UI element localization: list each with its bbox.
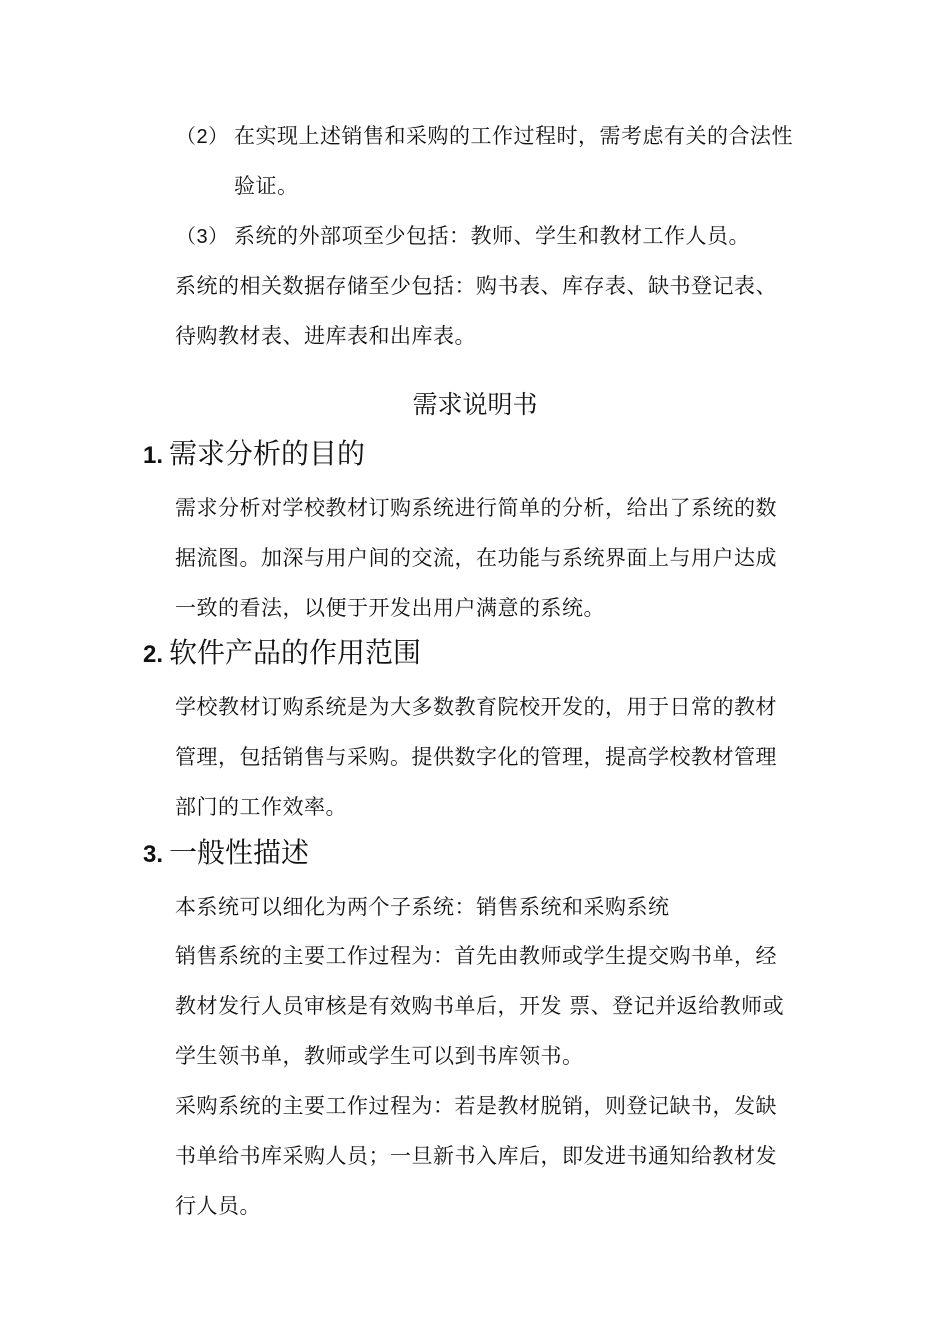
list-item-2-line-2: 验证。 [234,174,299,198]
section-3-title: 一般性描述 [169,836,310,869]
section-2-line-2: 管理，包括销售与采购。提供数字化的管理，提高学校教材管理 [175,745,777,769]
list-number-2: （2） [176,126,229,148]
section-2-line-1: 学校教材订购系统是为大多数教育院校开发的，用于日常的教材 [175,695,777,719]
document-title: 需求说明书 [412,390,538,419]
section-3-line-5: 采购系统的主要工作过程为：若是教材脱销，则登记缺书，发缺 [175,1094,777,1118]
list-item-3: 系统的外部项至少包括：教师、学生和教材工作人员。 [234,224,750,248]
section-3-line-1: 本系统可以细化为两个子系统：销售系统和采购系统 [175,895,670,919]
section-2-heading [143,635,421,673]
list-number-3: （3） [176,226,229,248]
section-1-line-1: 需求分析对学校教材订购系统进行简单的分析，给出了系统的数 [175,496,777,520]
section-1-number: 1. [143,442,164,469]
section-3-line-4: 学生领书单，教师或学生可以到书库领书。 [175,1044,584,1068]
section-3-line-3: 教材发行人员审核是有效购书单后，开发 票、登记并返给教师或 [175,994,785,1018]
list-item-2-line-1: 在实现上述销售和采购的工作过程时，需考虑有关的合法性 [234,124,793,148]
section-3-line-6: 书单给书库采购人员；一旦新书入库后，即发进书通知给教材发 [175,1144,777,1168]
section-3-heading [143,835,309,873]
section-1-title: 需求分析的目的 [169,437,366,470]
section-1-line-2: 据流图。加深与用户间的交流，在功能与系统界面上与用户达成 [175,546,777,570]
storage-line-2: 待购教材表、进库表和出库表。 [175,324,476,348]
storage-line-1: 系统的相关数据存储至少包括：购书表、库存表、缺书登记表、 [175,274,777,298]
section-1-line-3: 一致的看法，以便于开发出用户满意的系统。 [175,596,605,620]
section-2-line-3: 部门的工作效率。 [175,795,347,819]
section-2-number: 2. [143,641,164,668]
section-3-number: 3. [143,841,164,868]
section-2-title: 软件产品的作用范围 [169,636,422,669]
section-3-line-2: 销售系统的主要工作过程为：首先由教师或学生提交购书单，经 [175,944,777,968]
section-1-heading [143,436,365,474]
section-3-line-7: 行人员。 [175,1194,261,1218]
